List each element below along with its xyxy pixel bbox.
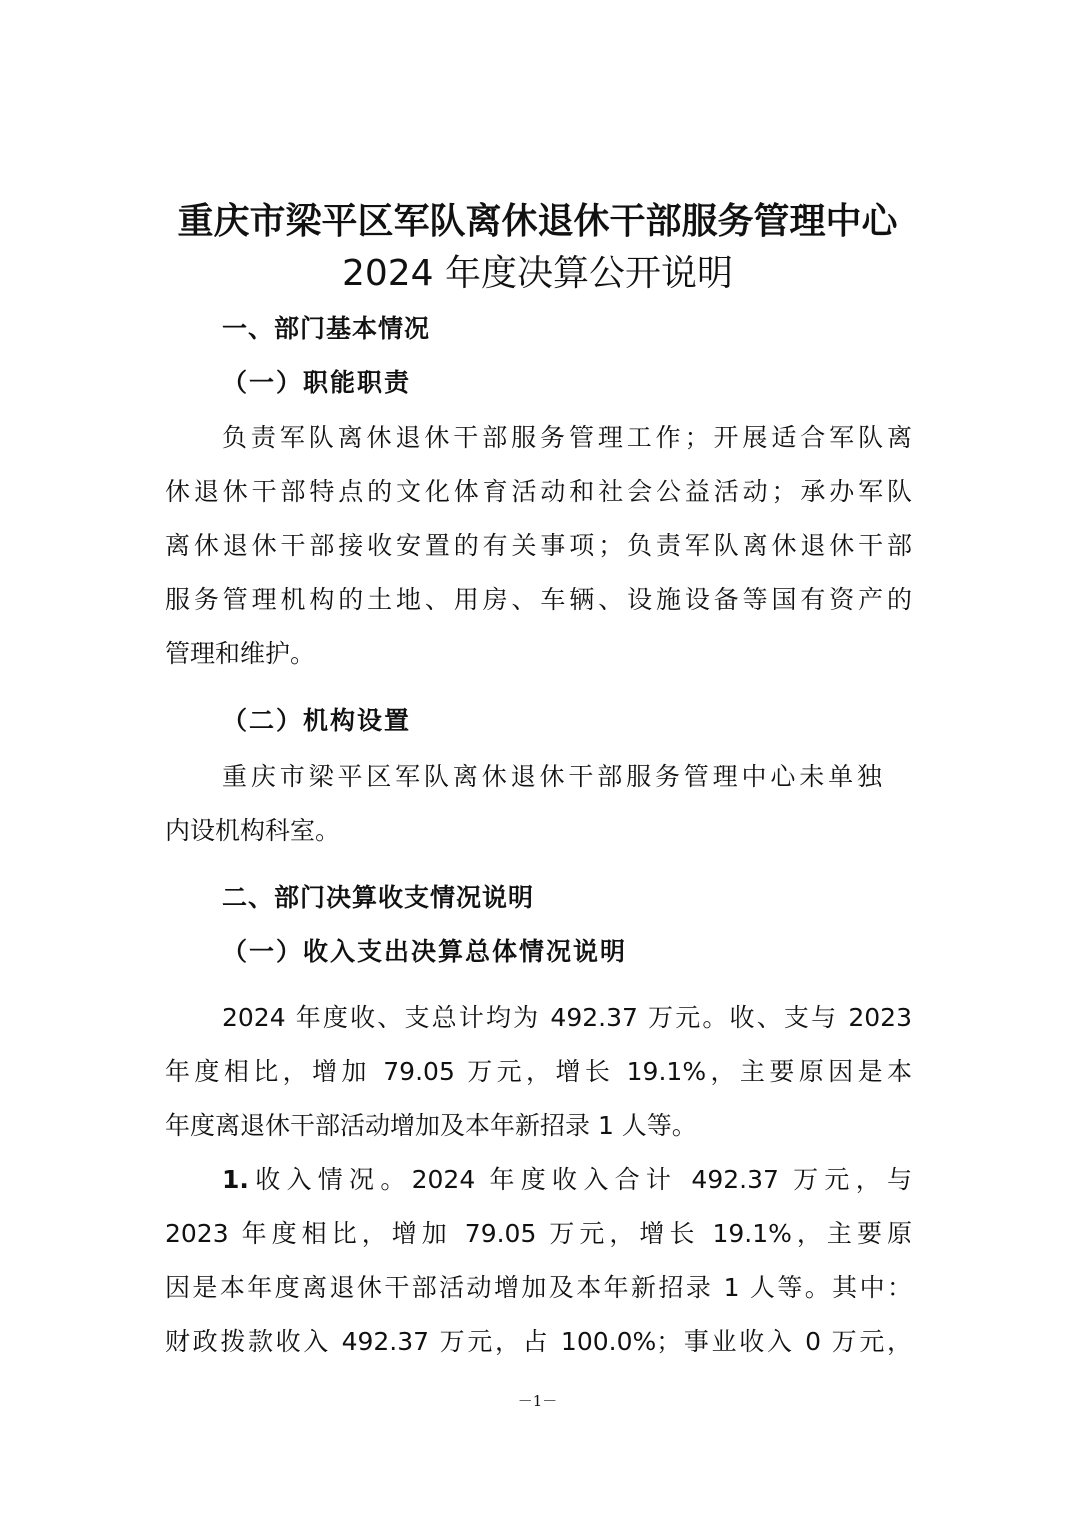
paragraph-line: 年度相比，增加 79.05 万元，增长 19.1%，主要原因是本 — [165, 1057, 912, 1086]
paragraph-line: 服务管理机构的土地、用房、车辆、设施设备等国有资产的 — [165, 585, 912, 614]
paragraph-line: 因是本年度离退休干部活动增加及本年新招录 1 人等。其中： — [165, 1273, 912, 1302]
subsection-heading-overview: （一）收入支出决算总体情况说明 — [222, 937, 628, 966]
subsection-heading-structure: （二）机构设置 — [222, 706, 412, 735]
item-text: 2024 年度收入合计 492.37 万元，与 — [411, 1165, 912, 1194]
subsection-heading-duties: （一）职能职责 — [222, 368, 412, 397]
paragraph-line: 财政拨款收入 492.37 万元，占 100.0%；事业收入 0 万元， — [165, 1327, 912, 1356]
section-heading-budget: 二、部门决算收支情况说明 — [222, 883, 535, 912]
item-number: 1. — [222, 1165, 249, 1194]
section-heading-basic-info: 一、部门基本情况 — [222, 314, 431, 343]
paragraph-line: 休退休干部特点的文化体育活动和社会公益活动；承办军队 — [165, 477, 912, 506]
paragraph-line: 负责军队离休退休干部服务管理工作；开展适合军队离 — [222, 423, 912, 452]
paragraph-line: 重庆市梁平区军队离休退休干部服务管理中心未单独 — [222, 762, 882, 791]
paragraph-line: 2024 年度收、支总计均为 492.37 万元。收、支与 2023 — [222, 1003, 912, 1032]
item-title: 收入情况。 — [248, 1165, 412, 1194]
paragraph-line — [222, 1160, 912, 1196]
document-title-line2: 2024 年度决算公开说明 — [341, 253, 734, 294]
paragraph-line: 年度离退休干部活动增加及本年新招录 1 人等。 — [165, 1111, 697, 1140]
document-title-line1: 重庆市梁平区军队离休退休干部服务管理中心 — [177, 200, 898, 242]
paragraph-line: 内设机构科室。 — [165, 816, 341, 845]
paragraph-line: 管理和维护。 — [165, 639, 316, 668]
page-number: －1－ — [517, 1392, 558, 1410]
paragraph-line: 离休退休干部接收安置的有关事项；负责军队离休退休干部 — [165, 531, 912, 560]
paragraph-line: 2023 年度相比，增加 79.05 万元，增长 19.1%，主要原 — [165, 1219, 912, 1248]
